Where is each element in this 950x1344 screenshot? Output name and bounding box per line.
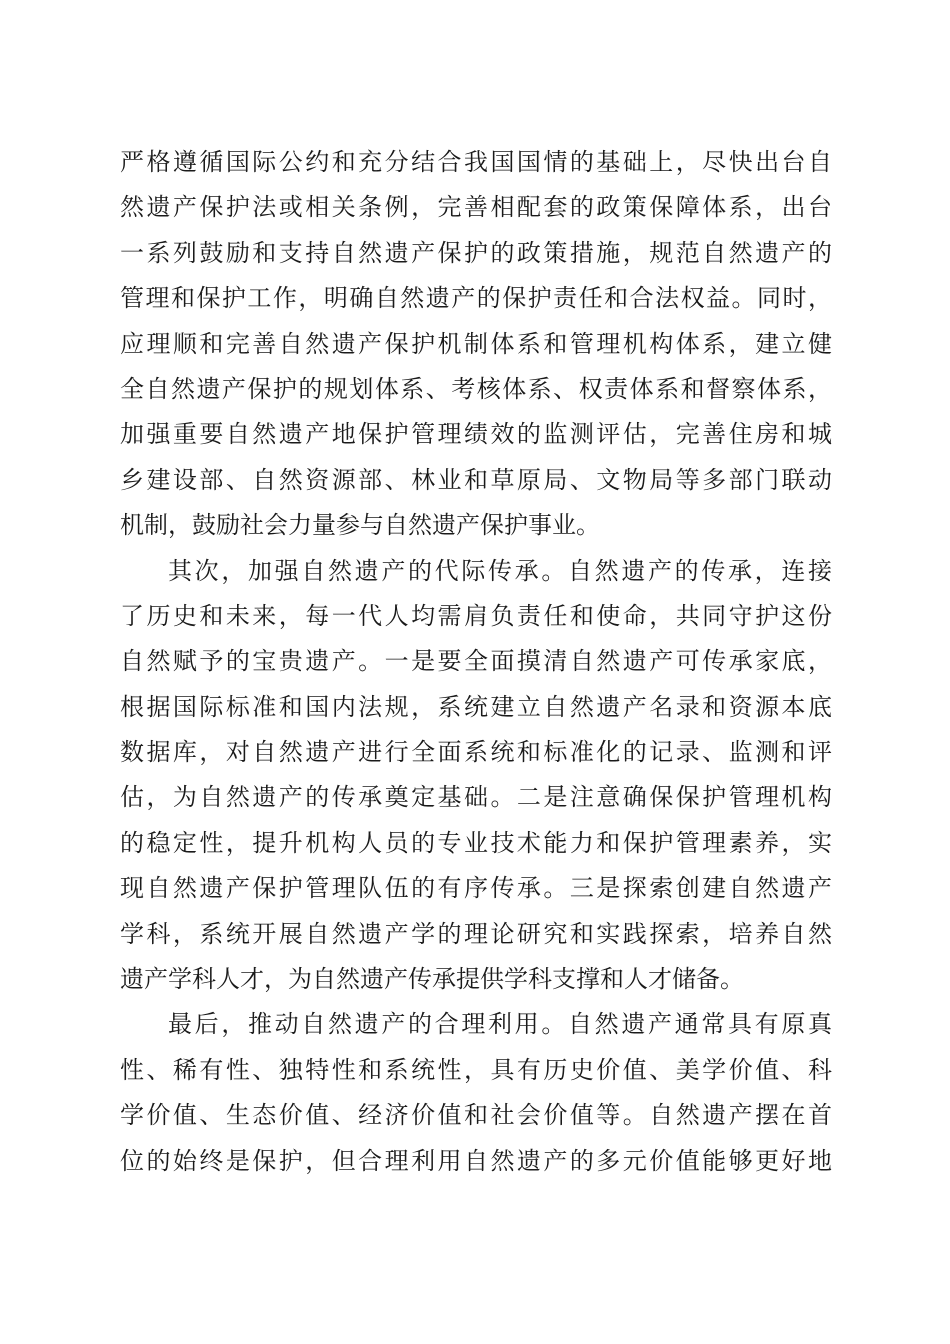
- paragraph-1-line-8: 乡建设部、自然资源部、林业和草原局、文物局等多部门联动: [120, 465, 832, 494]
- paragraph-1-line-1: 严格遵循国际公约和充分结合我国国情的基础上，尽快出台自: [120, 148, 832, 176]
- paragraph-1-line-3: 一系列鼓励和支持自然遗产保护的政策措施，规范自然遗产的: [120, 238, 832, 267]
- paragraph-1-line-4: 管理和保护工作，明确自然遗产的保护责任和合法权益。同时，: [120, 284, 832, 313]
- paragraph-3-line-2: 性、稀有性、独特性和系统性，具有历史价值、美学价值、科: [120, 1055, 832, 1084]
- paragraph-2-line-8: 现自然遗产保护管理队伍的有序传承。三是探索创建自然遗产: [120, 874, 832, 903]
- paragraph-2-line-9: 学科，系统开展自然遗产学的理论研究和实践探索，培养自然: [120, 919, 832, 948]
- paragraph-2-line-2: 了历史和未来，每一代人均需肩负责任和使命，共同守护这份: [120, 601, 832, 630]
- document-body: [120, 140, 832, 1184]
- paragraph-2-line-3: 自然赋予的宝贵遗产。一是要全面摸清自然遗产可传承家底，: [120, 647, 832, 676]
- paragraph-2-line-7: 的稳定性，提升机构人员的专业技术能力和保护管理素养，实: [120, 828, 832, 857]
- paragraph-1-line-7: 加强重要自然遗产地保护管理绩效的监测评估，完善住房和城: [120, 420, 832, 449]
- paragraph-2-line-6: 估，为自然遗产的传承奠定基础。二是注意确保保护管理机构: [120, 783, 832, 812]
- paragraph-2-line-10: 遗产学科人才，为自然遗产传承提供学科支撑和人才储备。: [120, 965, 744, 994]
- paragraph-2-line-4: 根据国际标准和国内法规，系统建立自然遗产名录和资源本底: [120, 692, 832, 721]
- paragraph-3-line-4: 位的始终是保护，但合理利用自然遗产的多元价值能够更好地: [120, 1146, 832, 1175]
- paragraph-3-line-1: 最后，推动自然遗产的合理利用。自然遗产通常具有原真: [168, 1010, 832, 1039]
- paragraph-1-line-9: 机制，鼓励社会力量参与自然遗产保护事业。: [120, 511, 600, 540]
- paragraph-1-line-2: 然遗产保护法或相关条例，完善相配套的政策保障体系，出台: [120, 193, 832, 222]
- paragraph-1-line-6: 全自然遗产保护的规划体系、考核体系、权责体系和督察体系，: [120, 374, 832, 403]
- paragraph-2-line-5: 数据库，对自然遗产进行全面系统和标准化的记录、监测和评: [120, 738, 832, 767]
- paragraph-2-line-1: 其次，加强自然遗产的代际传承。自然遗产的传承，连接: [168, 556, 832, 585]
- paragraph-1-line-5: 应理顺和完善自然遗产保护机制体系和管理机构体系，建立健: [120, 329, 832, 358]
- paragraph-3-line-3: 学价值、生态价值、经济价值和社会价值等。自然遗产摆在首: [120, 1101, 832, 1130]
